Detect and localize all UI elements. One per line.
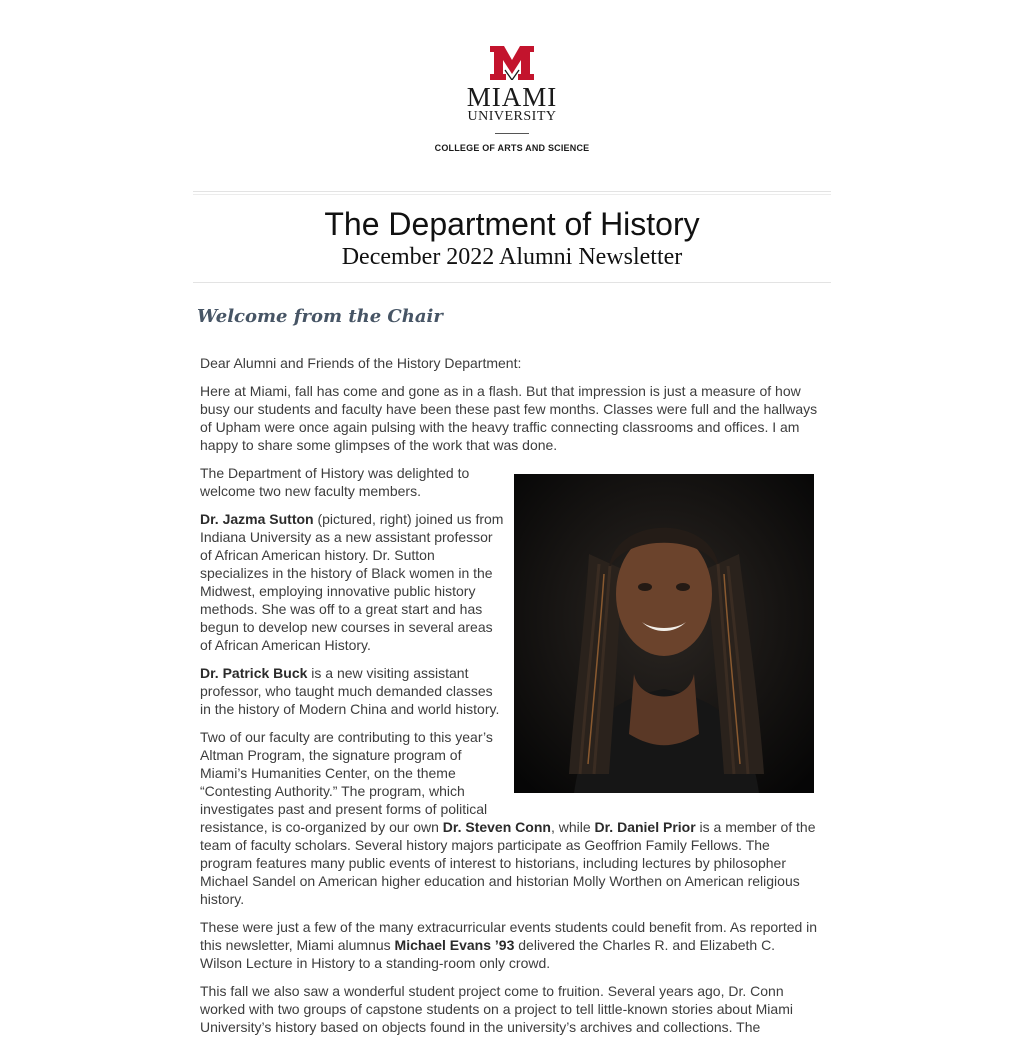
newsletter-title: The Department of History bbox=[324, 206, 700, 242]
altman-text-b: , while bbox=[550, 819, 595, 835]
faculty-name-prior: Dr. Daniel Prior bbox=[594, 819, 696, 835]
logo-divider bbox=[495, 133, 529, 134]
portrait-illustration bbox=[514, 474, 814, 793]
wilson-text-a: These were just a few of the many extracurricular events students could benefit from. As reported in this newsletter, Miami alumnus bbox=[200, 919, 818, 953]
faculty-portrait-photo bbox=[514, 474, 814, 793]
alumnus-name-evans: Michael Evans ’93 bbox=[394, 937, 515, 953]
logo-wordmark: MIAMI bbox=[466, 82, 558, 112]
wilson-text-b: delivered the Charles R. and Elizabeth C. Wilson Lecture in History to a standing-room only crowd. bbox=[200, 937, 776, 971]
altman-text-a: Two of our faculty are contributing to this year’s Altman Program, the signature program of Miami’s Humanities Center, on the theme “Contesting Authority.” The program, which investigates past and present forms of political resistance, is co-organized by our own bbox=[200, 729, 493, 835]
buck-text: is a new visiting assistant professor, who taught much demanded classes in the history of Modern China and world history. bbox=[200, 665, 500, 717]
newsletter-body bbox=[200, 354, 818, 1046]
miami-university-logo bbox=[0, 46, 1024, 153]
sutton-text: (pictured, right) joined us from Indiana University as a new assistant professor of African American history. Dr. Sutton specializes in the history of Black women in the Midwest, employing innovative public history methods. She was off to a great start and has begun to develop new courses in several areas of African American History. bbox=[200, 511, 504, 653]
title-divider bbox=[193, 282, 831, 283]
logo-college-name: COLLEGE OF ARTS AND SCIENCE bbox=[434, 143, 590, 153]
altman-text-c: is a member of the team of faculty scholars. Several history majors participate as Geoffrion Family Fellows. The program features many public events of interest to historians, including lectures by philosopher Michael Sandel on American higher education and historian Molly Worthen on American religious history. bbox=[200, 819, 816, 907]
logo-university: UNIVERSITY bbox=[467, 109, 557, 124]
miami-m-mark-icon bbox=[490, 46, 534, 80]
wilson-lecture-paragraph bbox=[200, 918, 818, 972]
faculty-name-buck: Dr. Patrick Buck bbox=[200, 665, 308, 681]
greeting: Dear Alumni and Friends of the History Department: bbox=[200, 355, 522, 371]
student-project-paragraph: This fall we also saw a wonderful student project come to fruition. Several years ago, Dr. Conn worked with two groups of capstone students on a project to tell little-known stories about Miami University’s history based on objects found in the university’s archives and collections. The bbox=[200, 983, 793, 1035]
new-faculty-paragraph: The Department of History was delighted to welcome two new faculty members. bbox=[200, 465, 470, 499]
faculty-name-sutton: Dr. Jazma Sutton bbox=[200, 511, 314, 527]
newsletter-subtitle: December 2022 Alumni Newsletter bbox=[341, 244, 683, 270]
faculty-name-conn: Dr. Steven Conn bbox=[442, 819, 551, 835]
section-heading: Welcome from the Chair bbox=[197, 306, 443, 327]
intro-paragraph: Here at Miami, fall has come and gone as in a flash. But that impression is just a measure of how busy our students and faculty have been these past few months. Classes were full and the hallways of Upham were once again pulsing with the heavy traffic connecting classrooms and offices. I am happy to share some glimpses of the work that was done. bbox=[200, 383, 818, 453]
header-divider bbox=[193, 191, 831, 195]
